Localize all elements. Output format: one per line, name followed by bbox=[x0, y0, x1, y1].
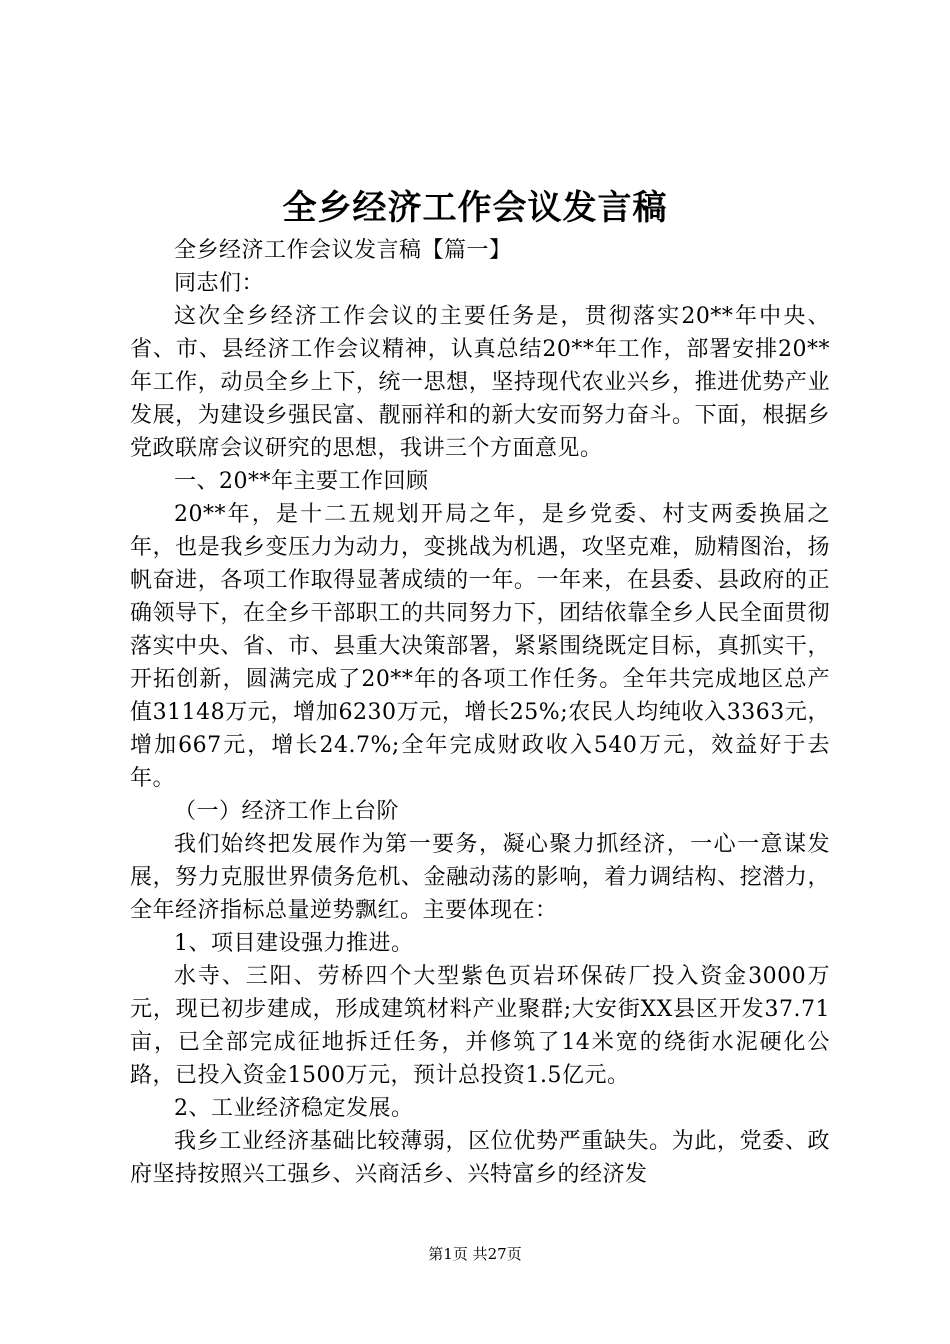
list-heading: 2、工业经济稳定发展。 bbox=[174, 1096, 414, 1121]
paragraph: 这次全乡经济工作会议的主要任务是，贯彻落实20**年中央、省、市、县经济工作会议精神，认真总结20**年工作，部署安排20**年工作，动员全乡上下，统一思想，坚持现代农业兴乡，推进优势产业发展，为建设乡强民富、靓丽祥和的新大安而努力奋斗。下面，根据乡党政联席会议研究的思想，我讲三个方面意见。 bbox=[130, 304, 830, 461]
paragraph: 水寺、三阳、劳桥四个大型紫色页岩环保砖厂投入资金3000万元，现已初步建成，形成建筑材料产业聚群;大安街XX县区开发37.71亩，已全部完成征地拆迁任务，并修筑了14米宽的绕街水泥硬化公路，已投入资金1500万元，预计总投资1.5亿元。 bbox=[130, 964, 830, 1088]
document-title: 全乡经济工作会议发言稿 bbox=[282, 188, 668, 228]
paragraph: 我乡工业经济基础比较薄弱，区位优势严重缺失。为此，党委、政府坚持按照兴工强乡、兴商活乡、兴特富乡的经济发 bbox=[130, 1129, 830, 1187]
subsection-heading: （一）经济工作上台阶 bbox=[174, 799, 400, 824]
paragraph: 我们始终把发展作为第一要务，凝心聚力抓经济，一心一意谋发展，努力克服世界债务危机、金融动荡的影响，着力调结构、挖潜力，全年经济指标总量逆势飘红。主要体现在： bbox=[130, 832, 830, 923]
section-heading: 一、20**年主要工作回顾 bbox=[174, 469, 429, 494]
page-number-footer: 第1页 共27页 bbox=[428, 1245, 522, 1263]
document-body bbox=[130, 234, 830, 1191]
paragraph: 20**年，是十二五规划开局之年，是乡党委、村支两委换届之年，也是我乡变压力为动力，变挑战为机遇，攻坚克难，励精图治，扬帆奋进，各项工作取得显著成绩的一年。一年来，在县委、县政府的正确领导下，在全乡干部职工的共同努力下，团结依靠全乡人民全面贯彻落实中央、省、市、县重大决策部署，紧紧围绕既定目标，真抓实干，开拓创新，圆满完成了20**年的各项工作任务。全年共完成地区总产值31148万元，增加6230万元，增长25%;农民人均纯收入3363元，增加667元，增长24.7%;全年完成财政收入540万元，效益好于去年。 bbox=[130, 502, 830, 791]
list-heading: 1、项目建设强力推进。 bbox=[174, 931, 414, 956]
section-heading: 全乡经济工作会议发言稿【篇一】 bbox=[174, 238, 512, 263]
salutation: 同志们： bbox=[174, 271, 265, 296]
